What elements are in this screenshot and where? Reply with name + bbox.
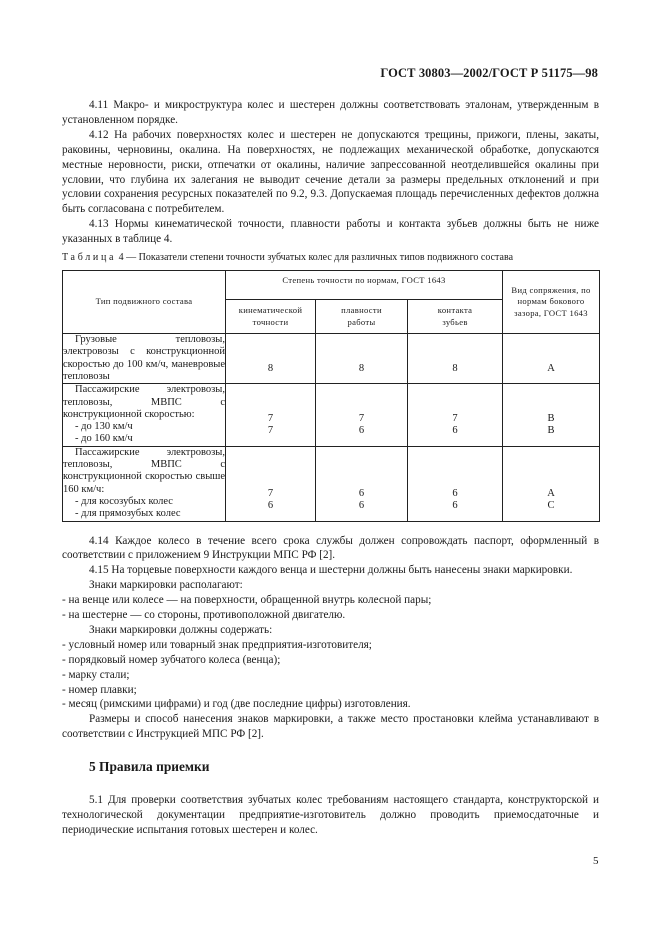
header-smoothness: плавности работы	[316, 300, 408, 334]
table-caption	[62, 251, 599, 264]
page-content	[62, 98, 599, 838]
paragraph-4-12: 4.12 На рабочих поверхностях колес и шестерен не допускаются трещины, прижоги, плены, закаты, раковины, черновины, окалина. На поверхностях, не подлежащих механической обработке, допускаются местные неровности, риски, отпечатки от окалины, наличие запрессованной неотделившейся окалины при условии, что глубина их залегания не выводит сечение детали за размеры предельных отклонений и при условии сохранения ресурсных показателей по 9.2, 9.3. Допускаемая площадь перечисленных дефектов должна быть согласована с потребителем.	[62, 128, 599, 216]
cell-smoothness: 7 6	[316, 384, 408, 446]
marks-content-intro: Знаки маркировки должны содержать:	[89, 623, 273, 636]
list-item: - на венце или колесе — на поверхности, обращенной внутрь колесной пары;	[62, 594, 432, 607]
paragraph-4-11: 4.11 Макро- и микроструктура колес и шестерен должны соответствовать эталонам, утвержденным в установленном порядке.	[62, 99, 599, 126]
table-caption-label: Таблица	[62, 252, 117, 264]
header-precision-degree: Степень точности по нормам, ГОСТ 1643	[226, 271, 503, 300]
row-category: Грузовые тепловозы, электровозы с конструкционной скоростью до 100 км/ч, маневровые тепловозы	[63, 334, 225, 382]
cell-contact: 7 6	[408, 384, 503, 446]
header-fit-type: Вид сопряжения, по нормам бокового зазора, ГОСТ 1643	[503, 271, 600, 334]
list-item: - месяц (римскими цифрами) и год (две последние цифры) изготовления.	[62, 698, 411, 711]
cell-fit: А	[503, 334, 600, 384]
table-caption-text: 4 — Показатели степени точности зубчатых колес для различных типов подвижного состава	[118, 252, 514, 264]
header-contact: контакта зубьев	[408, 300, 503, 334]
page-number: 5	[593, 855, 599, 867]
list-item: - порядковый номер зубчатого колеса (венца);	[62, 653, 281, 666]
table-row	[63, 446, 600, 521]
paragraph-5-1: 5.1 Для проверки соответствия зубчатых колес требованиям настоящего стандарта, конструкторской и технологической документации предприятие-изготовитель должно проводить приемосдаточные и периодические испытания готовых шестерен и колес.	[62, 794, 599, 837]
section-heading: 5 Правила приемки	[89, 759, 210, 775]
header-vehicle-type: Тип подвижного состава	[63, 271, 226, 334]
table-row	[63, 334, 600, 384]
cell-smoothness: 6 6	[316, 446, 408, 521]
paragraph-4-15: 4.15 На торцевые поверхности каждого венца и шестерни должны быть нанесены знаки маркировки.	[89, 564, 573, 577]
cell-kinematic: 7 7	[226, 384, 316, 446]
cell-fit: В В	[503, 384, 600, 446]
list-item: - номер плавки;	[62, 683, 137, 696]
cell-contact: 8	[408, 334, 503, 384]
list-item: - на шестерне — со стороны, противоположной двигателю.	[62, 609, 346, 622]
header-kinematic: кинематической точности	[226, 300, 316, 334]
table-row	[63, 384, 600, 446]
row-category: Пассажирские электровозы, тепловозы, МВПС с конструкционной скоростью свыше 160 км/ч: - для косозубых колес - для прямозубых колес	[63, 446, 225, 520]
precision-table	[62, 270, 600, 521]
list-item: - условный номер или товарный знак предприятия-изготовителя;	[62, 638, 372, 651]
cell-contact: 6 6	[408, 446, 503, 521]
list-item: - марку стали;	[62, 668, 130, 681]
cell-kinematic: 8	[226, 334, 316, 384]
cell-fit: А С	[503, 446, 600, 521]
paragraph-sizes: Размеры и способ нанесения знаков маркировки, а также место простановки клейма устанавливают в соответствии с Инструкцией МПС РФ [2].	[62, 713, 599, 741]
marks-place-intro: Знаки маркировки располагают:	[89, 579, 243, 592]
cell-kinematic: 7 6	[226, 446, 316, 521]
document-header: ГОСТ 30803—2002/ГОСТ Р 51175—98	[380, 66, 598, 80]
row-category: Пассажирские электровозы, тепловозы, МВПС с конструкционной скоростью: - до 130 км/ч - до 160 км/ч	[63, 384, 225, 445]
paragraph-4-13: 4.13 Нормы кинематической точности, плавности работы и контакта зубьев должны быть не ниже указанных в таблице 4.	[62, 218, 599, 246]
paragraph-4-14: 4.14 Каждое колесо в течение всего срока службы должен сопровождать паспорт, оформленный в соответствии с приложением 9 Инструкции МПС РФ [2].	[62, 534, 599, 562]
cell-smoothness: 8	[316, 334, 408, 384]
